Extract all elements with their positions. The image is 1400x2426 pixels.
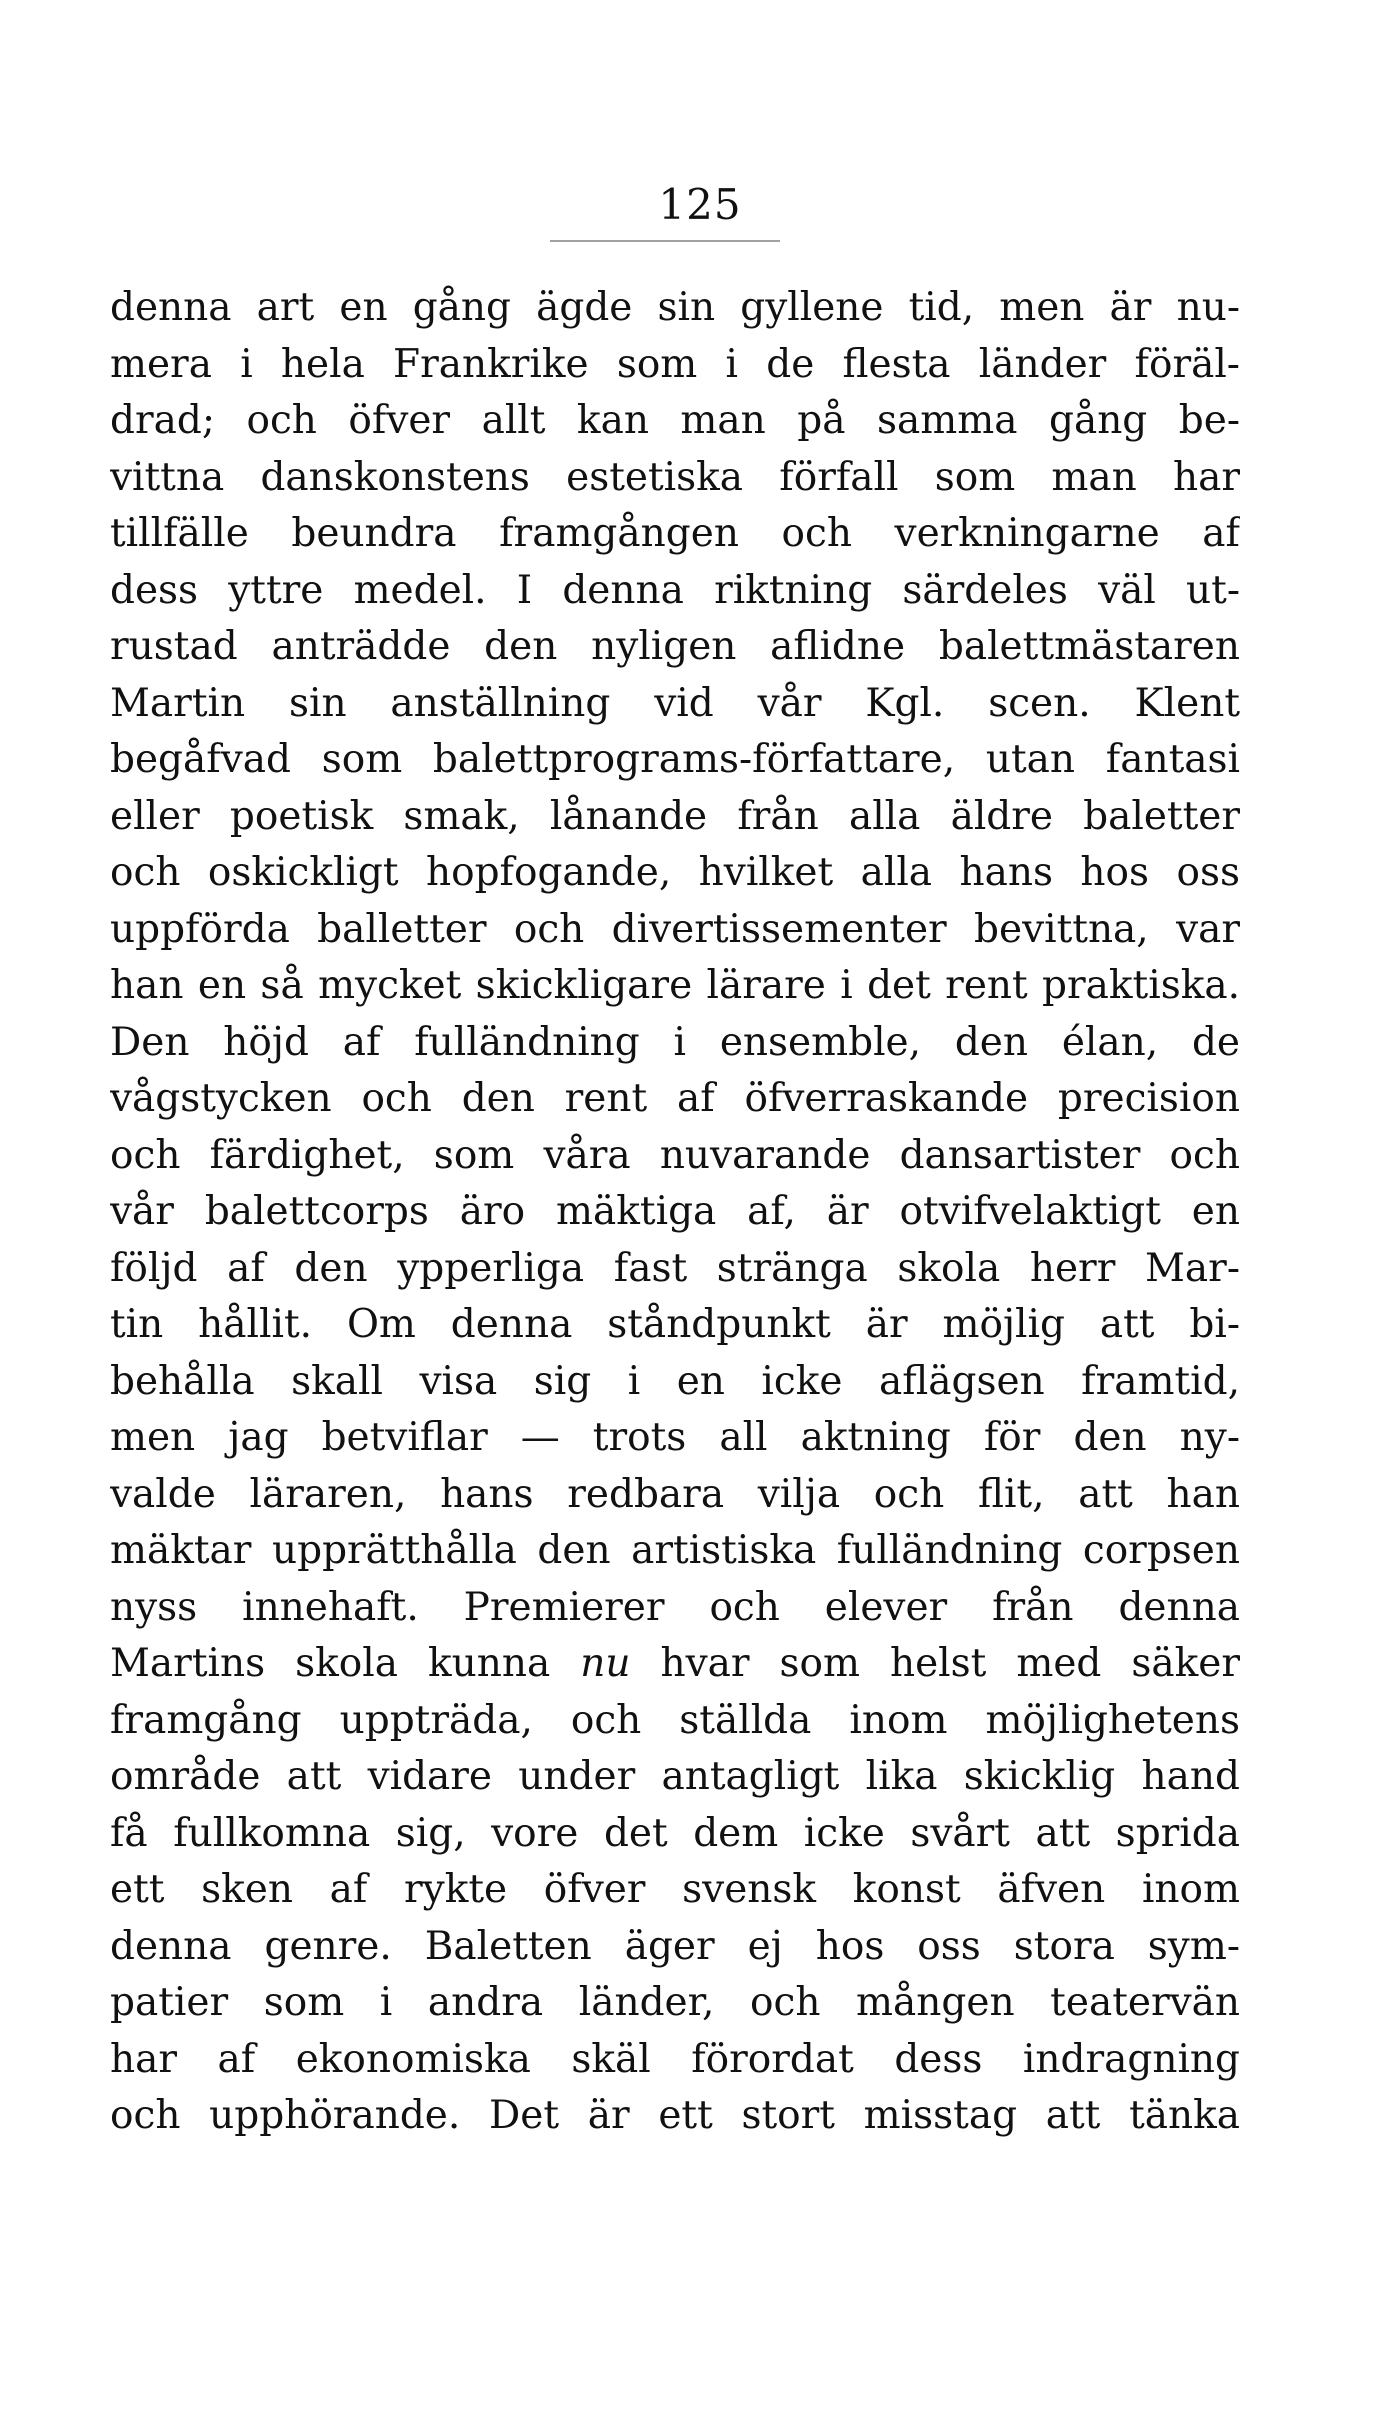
page-number: 125 — [658, 180, 742, 229]
text-line: mäktar upprätthålla den artistiska fulländning corpsen — [110, 1528, 1240, 1573]
text-line: patier som i andra länder, och mången teatervän — [110, 1980, 1240, 2025]
text-line: Martin sin anställning vid vår Kgl. scen. Klent — [110, 680, 1240, 726]
text-line: drad; och öfver allt kan man på samma gång be- — [110, 398, 1240, 443]
text-line: vågstycken och den rent af öfverraskande precision — [110, 1076, 1240, 1121]
text-line: ett sken af rykte öfver svensk konst äfven inom — [110, 1867, 1240, 1912]
text-line: mera i hela Frankrike som i de flesta länder föräl- — [110, 341, 1240, 387]
text-line: begåfvad som balettprograms-författare, utan fantasi — [110, 737, 1240, 782]
text-line: behålla skall visa sig i en icke aflägsen framtid, — [110, 1358, 1240, 1404]
line-segment: hvar som helst med säker — [630, 1641, 1240, 1686]
text-line: han en så mycket skickligare lärare i det rent praktiska. — [110, 963, 1240, 1008]
text-line: denna art en gång ägde sin gyllene tid, men är nu- — [110, 285, 1240, 330]
text-line: valde läraren, hans redbara vilja och flit, att han — [110, 1471, 1240, 1517]
text-line: Den höjd af fulländning i ensemble, den élan, de — [110, 1019, 1240, 1065]
text-line: rustad anträdde den nyligen aflidne balettmästaren — [110, 624, 1240, 669]
header-rule — [550, 240, 780, 242]
text-line: nyss innehaft. Premierer och elever från denna — [110, 1584, 1240, 1630]
text-line: och upphörande. Det är ett stort misstag att tänka — [110, 2093, 1240, 2138]
text-line: eller poetisk smak, lånande från alla äldre baletter — [110, 793, 1240, 839]
text-line: och oskickligt hopfogande, hvilket alla hans hos oss — [110, 850, 1240, 895]
text-line: och färdighet, som våra nuvarande dansartister och — [110, 1132, 1240, 1178]
text-line: framgång uppträda, och ställda inom möjlighetens — [110, 1697, 1240, 1743]
body-text — [110, 280, 1240, 2145]
line-segment: Martins skola kunna — [110, 1641, 581, 1686]
text-line: denna genre. Baletten äger ej hos oss stora sym- — [110, 1923, 1240, 1969]
text-line: men jag betviflar — trots all aktning för den ny- — [110, 1415, 1240, 1460]
italic-word: nu — [580, 1641, 631, 1686]
text-line-with-italic — [110, 1636, 1240, 1693]
text-line: vittna danskonstens estetiska förfall som man har — [110, 454, 1240, 500]
text-line: tin hållit. Om denna ståndpunkt är möjlig att bi- — [110, 1302, 1240, 1347]
text-line: få fullkomna sig, vore det dem icke svårt att sprida — [110, 1810, 1240, 1856]
text-line: dess yttre medel. I denna riktning särdeles väl ut- — [110, 567, 1240, 613]
text-line: uppförda balletter och divertissementer bevittna, var — [110, 906, 1240, 952]
text-line: tillfälle beundra framgången och verkningarne af — [110, 511, 1240, 556]
text-line: har af ekonomiska skäl förordat dess indragning — [110, 2036, 1240, 2082]
text-line: vår balettcorps äro mäktiga af, är otvifvelaktigt en — [110, 1189, 1240, 1234]
text-line: följd af den ypperliga fast stränga skola herr Mar- — [110, 1245, 1240, 1291]
text-line: område att vidare under antagligt lika skicklig hand — [110, 1754, 1240, 1799]
